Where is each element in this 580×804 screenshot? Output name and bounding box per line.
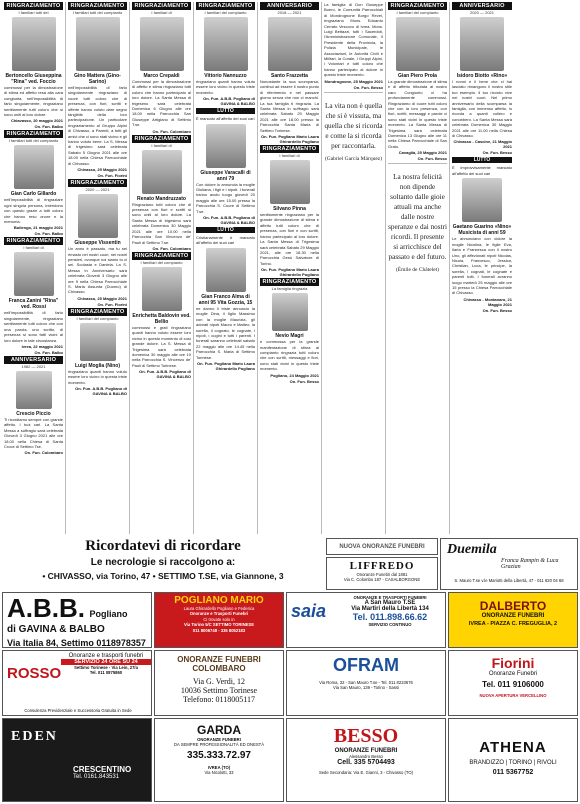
lutto-header: LUTTO: [196, 108, 255, 114]
ad-address: IVREA - PIAZZA C. FREGUGLIA, 2: [468, 621, 558, 627]
obit-name: Santo Frazzetta: [271, 73, 308, 79]
ad-brand: BESSO: [333, 725, 399, 747]
portrait-photo: [272, 293, 308, 331]
portrait-photo: [76, 17, 120, 71]
obit-text: La famiglia di Don Giuseppe Boero, le Comunità Parrocchiali di Mondrognone Borgo Revel, ringraziano Mons. Edoardo Cerrato Vescovo di Ivrea, Mons. Luigi Bettazzi, tutti i Sacerdoti, l'Amministrazione Comunale, il Presidente della Provincia, la Polizia Municipale, le Associazioni, le Autorità Civili e Militari, la Corale, i Gruppi Alpini, i Volontari e tutti coloro che hanno partecipato al dolore in questo triste momento.: [324, 2, 383, 78]
pogliano-ad: [154, 592, 284, 648]
obit-intro: I familiari tutti del compianto: [8, 138, 59, 144]
ad-brand: saia: [291, 601, 327, 621]
ad-phone: Cell. 335 5704493: [337, 759, 395, 767]
quote-block: [388, 172, 447, 275]
obit-years: 2020 — 2021: [85, 187, 110, 193]
obit-text: Le annunciano con dolore la moglie Nicolina, le figlie Eva, Ilaria e Francesca con il nostro Uno, gli affezionati nipoti Nicolas, Nicola, Francesco, Jessica, Christian, Luca, le principe, la sorella, i cognati, le cognate e parenti tutti. I funerali avranno luogo martedì 25 maggio alle ore 15 presso la Chiesa Parrocchiale di Chivasso.: [452, 236, 512, 296]
funeral-home: On. Fun. Balbo: [34, 231, 63, 237]
ad-line: di GAVINA & BALBO: [7, 624, 105, 635]
obit-text: commossi per la dimostrazione di stima ed affetto resa alla cara congiunta, nell'impossibilità di farlo singolarmente, ringraziano sentitamente tutti coloro che si sono uniti al loro dolore.: [4, 85, 63, 118]
ricordati-ad: [2, 536, 324, 588]
funeral-home: On. Fun. Besso: [353, 84, 383, 90]
ad-locations: • CHIVASSO, via Torino, 47 • SETTIMO T.SE, via Giannone, 3: [42, 571, 284, 581]
ad-line: ONORANZE FUNEBRI: [334, 748, 398, 754]
funeral-home: On. Fun. Colombaro: [152, 245, 191, 251]
obit-intro: I familiari di: [279, 153, 300, 159]
funeral-home: On. Fun. Pogliano Mario Laura Ghirardello Pogliano: [196, 360, 255, 371]
obit-text: nell'impossibilità di ringraziare ogni singola persona, intendono con questo grazie a tutti coloro che hanno reso onore e la memoria.: [4, 197, 63, 225]
obit-name: Crescio Piccio: [16, 410, 51, 417]
obit-intro: È improvvisamente mancato all'affetto dei suoi cari: [452, 165, 512, 176]
obit-column-3: [130, 2, 194, 534]
obit-text: Ringraziano tutti coloro che di presenza con fiori e scritti si sono uniti al loro dolore. La Santa Messa di trigesimo sarà celebrata Domenica 30 Maggio 2021 alle ore 10.00 nella Parrocchia San Vincenzo de' Paoli di Settimo T.se.: [132, 201, 191, 245]
obit-text: Ti ricordiamo sempre con grande affetto. I tuoi cari. La Santa Messa a suffragio sarà celebrata Giovedì 3 Giugno 2021 alle ore 18.00 nella Chiesa di Santa Croce di Settimo Tse.: [4, 416, 63, 449]
funeral-home: On. Fun. Colombaro: [24, 450, 63, 456]
obit-text: Commossi per la dimostrazione di affetto e stima ringraziano tutti coloro che hanno partecipato al loro dolore. La Santa Messa di trigesimo sarà celebrata Domenica 6 Giugno alle ore 18.00 nella Parrocchia San Giuseppe Artigiano di Settimo T.se.: [132, 79, 191, 128]
obit-header: RINGRAZIAMENTO: [4, 130, 63, 138]
obit-intro: Cristianamente è mancato all'affetto dei suoi cari: [196, 235, 255, 246]
portrait-photo: [142, 150, 182, 194]
obit-column-5: [258, 2, 322, 534]
quote-block: [324, 101, 383, 164]
obit-text: Un anno è passato, ma tu sei rimasto nei nostri cuori, nei nostri pensieri, ovunque noi siamo tu ci sei. Scolasta e Daniela. La S. Messa in Anniversario sarà celebrata Giovedì 3 Giugno alle ore 9 nella Chiesa Parrocchiale S. Maria Assunta (Duomo) di Chivasso.: [68, 246, 127, 295]
obit-intro: I familiari del compianto: [140, 259, 183, 265]
obit-intro: I familiari del compianto: [396, 10, 439, 15]
obit-place-date: Chivasso - Montanaro, 21 Maggio 2021: [463, 296, 512, 307]
ad-brand: NUOVA ONORANZE FUNEBRI: [339, 544, 425, 550]
rosso-ad: [2, 650, 152, 716]
funeral-home: On. Fun. Pogliano Mario Laura Ghirardello Pogliano: [260, 267, 319, 278]
obit-place-date: Cavaglià, 25 Maggio 2021: [398, 150, 447, 156]
obit-place-date: Chivasso, 25 Maggio 2021: [77, 295, 127, 301]
obit-name: Gino Mattera (Gino-Sarino): [74, 73, 121, 85]
obit-intro: La famiglia ringrazia: [271, 286, 308, 292]
obit-place-date: Chiavasso, 20 maggio 2021: [10, 118, 63, 124]
obit-years: 2020 — 2021: [469, 10, 495, 15]
ad-brand: ROSSO: [7, 665, 62, 682]
lutto-header: LUTTO: [196, 227, 255, 233]
portrait-photo: [204, 17, 248, 71]
portrait-photo: [80, 323, 116, 361]
obit-intro: I familiari di: [23, 245, 44, 251]
funeral-home: On. Fun. Besso: [417, 156, 447, 162]
obit-place-date: Pogliano, 24 Maggio 2021: [270, 372, 319, 378]
ad-address: Via G. Verdi, 12: [192, 677, 246, 686]
portrait-photo: [12, 17, 56, 71]
nuova-ad: [326, 538, 438, 555]
abb-ad: [2, 592, 152, 648]
portrait-photo: [462, 178, 502, 222]
funeral-home: On. Fun. Fiorini: [97, 173, 127, 179]
obit-years: 2018 — 2021: [277, 10, 302, 15]
ad-address: S. Mauro T.se v.le Mariotti della Libertà, 47 - 011 820 04 68: [454, 578, 564, 583]
ad-address: Via Roma, 32 - San Mauro T.se - Tel. 011 8223676: [319, 680, 413, 685]
ad-brand: LIFFREDO: [349, 560, 415, 572]
portrait-photo: [140, 17, 184, 71]
ad-line: A San Mauro T.SE: [364, 600, 416, 607]
quote-text: La vita non è quella che si è vissuta, ma quella che si ricorda e come la si ricorda per raccontarla.: [324, 101, 383, 150]
ad-brand: POGLIANO MARIO: [174, 595, 264, 606]
obit-header: RINGRAZIAMENTO: [196, 2, 255, 10]
obit-place-date: Mondrognone, 25 Maggio 2021: [324, 78, 383, 84]
portrait-photo: [206, 124, 246, 168]
obit-header: ANNIVERSARIO: [4, 356, 63, 364]
obit-name: Silvano Pinna: [273, 206, 306, 213]
ad-subtitle: Franca Rampin & Luca Grazian: [501, 558, 559, 570]
obit-column-4: [194, 2, 258, 534]
obit-text: nell'impossibilità di farlo singolarmente, ringraziano sentitamente tutti coloro che con una parola, uno scritto, di presenza si sono fatti vicini al loro dolore in tale circostanza.: [4, 310, 63, 343]
ad-address: Via Torino 5/C SETTIMO TORINESE: [183, 622, 255, 628]
portrait-photo: [14, 145, 54, 189]
obit-column-2: [66, 2, 130, 534]
funeral-home: On. Fun. A.B.B. Pogliano di GAVINA & BALBO: [75, 385, 127, 396]
ad-brand: OFRAM: [333, 655, 399, 675]
funeral-home: On. Fun. Besso: [482, 307, 512, 313]
lutto-header: LUTTO: [452, 157, 512, 163]
quote-text: La nostra felicità non dipende soltanto dalle gioie attuali ma anche dalle nostre speranze e dai nostri ricordi. Il presente si arricchisce del passato e del futuro.: [388, 173, 447, 262]
ad-line: Onoranze Funebri: [488, 671, 538, 677]
obit-name: Isidoro Biotto «Rino»: [456, 73, 508, 79]
obit-column-7: [386, 2, 450, 534]
portrait-photo: [206, 248, 246, 292]
portrait-photo: [270, 160, 310, 204]
ad-phone: Tel. 011.898.66.62: [352, 612, 428, 623]
obit-name: Luigi Moglia (Nino): [75, 362, 120, 369]
obit-text: commossi e grati ringraziano quanti hanno voluto essere loro vicino in questo momento di così grande dolore. La S. Messa di Trigesima sarà celebrata domenica 30 maggio alle ore 10 nella Parrocchia S. Vincenzo de' Paoli di Settimo Torinese.: [132, 324, 191, 368]
funeral-home: On. Fun. Besso: [482, 150, 512, 156]
obit-text: nell'impossibilità di farlo singolarmente ringraziano di cuore tutti coloro che di presenza, con fiori, scritti e offerte hanno voluto dare segno tangibile della loro partecipazione. Un particolare ringraziamento al Gruppo Alpini di Chivasso, a Parenti, a tutti gli amici che ci sono stati vicino e gli hanno voluto bene. La S. Messa di trigesimo sarà celebrata Sabato 5 Giugno 2021 alle ore 18.00 nella Chiesa Parrocchiale di Chivasso.: [68, 85, 127, 166]
obit-header: RINGRAZIAMENTO: [68, 179, 127, 187]
obit-header: RINGRAZIAMENTO: [388, 2, 447, 10]
duemila-ad: [440, 538, 578, 590]
ad-brand: ONORANZE FUNEBRI COLOMBARO: [177, 655, 261, 673]
eden-ad: [2, 718, 152, 802]
obit-intro: I familiari di: [151, 10, 172, 15]
funeral-home: On. Fun. A.B.B. Pogliano di GAVINA & BALBO: [203, 215, 255, 226]
ad-brand: ATHENA: [479, 739, 547, 756]
divider: [388, 163, 447, 164]
ad-line: ONORANZE FUNEBRI: [481, 613, 545, 619]
obit-name: Vittorio Nannuzzo: [204, 73, 247, 79]
ad-brand: EDEN: [11, 729, 58, 744]
ad-phone: Telefono: 0118005117: [183, 695, 255, 704]
ad-subtitle: Le necrologie si raccolgono a:: [90, 557, 236, 568]
obit-name: Gian Carlo Gillardo: [10, 191, 57, 198]
ad-address: Via San Mauro, 139 - Torino - Sassi: [333, 685, 399, 691]
ad-phone: 011 5367752: [492, 769, 534, 776]
ad-address: 10036 Settimo Torinese: [180, 686, 258, 695]
portrait-photo: [142, 267, 182, 311]
obit-years: 1982 — 2021: [21, 363, 46, 369]
ad-line: ONORANZE FUNEBRI: [197, 737, 241, 742]
fiorini-ad: [448, 650, 578, 716]
funeral-home: On. Fun. Balbo: [34, 349, 63, 355]
quote-author: (Émile de Châtelet): [395, 267, 440, 274]
obit-name: Enrichetta Baldovin ved. Bellio: [132, 312, 191, 325]
ad-line: Onoranze Funebri dal 1881: [356, 572, 408, 577]
funeral-home: On. Fun. Besso: [289, 378, 319, 384]
obit-column-1: [2, 2, 66, 534]
obit-name: Franca Zanini "Rina" ved. Rossi: [8, 298, 59, 311]
portrait-photo: [14, 252, 54, 296]
funeral-home: On. Fun. A.B.B. Pogliano di GAVINA & BALBO: [203, 96, 255, 107]
obit-text: Nonostante la sua scomparsa, continui ad essere il nostro punto di riferimento e nel passare giorno senza che non ci manchi. La tua famiglia ti ringrazia. La Santa Messa in suffragio sarà celebrata Sabato 29 Maggio 2021 alle ore 18.00 presso la Parrocchia Santa Maria di Settimo Torinese.: [260, 79, 319, 133]
ad-line: Laura Ghirardello Pogliano e Federica: [183, 606, 255, 611]
obit-intro: I familiari del compianto: [204, 10, 247, 15]
obit-column-8: [450, 2, 514, 534]
saia-ad: [286, 592, 446, 648]
ad-line: ONORANZE E TRASPORTI FUNEBRI: [353, 595, 427, 600]
obit-text: ne danno il triste annuncio la moglie Dina, il figlio Massimo con la moglie Maurizia, gli adorati nipoti Mauro e Matteo, la sorella, il cognato, le cognate, i nipoti, i cugini e tutti i parenti. I funerali saranno celebrati sabato 22 maggio alle ore 14.45 nella Parrocchia S. Maria di Settimo Torinese.: [196, 305, 255, 360]
obit-name: Marco Crepaldi: [143, 73, 180, 79]
obit-name: Gaetano Guarino «Nino» Musicista di anni 59: [452, 224, 512, 237]
ad-address: Via Nicolotti, 33: [204, 770, 234, 776]
ad-address: Settimo Torinese - Via Lein, 27/a: [74, 665, 138, 670]
ad-address: Sede Secondaria: Via E. Gianni, 3 - Chivasso (TO): [318, 770, 414, 776]
ad-phone: Tel. 0161.843531: [73, 774, 120, 780]
portrait-photo: [396, 17, 440, 71]
ad-title: Ricordatevi di ricordare: [85, 538, 241, 554]
obit-name: Gian Franco Alma di anni 95 Vita Gozzia, 15: [198, 293, 253, 306]
obit-place-date: Bollengo, 21 maggio 2021: [13, 225, 63, 231]
ad-line: Ci trovate solo in: [203, 616, 235, 622]
obit-name: Bertoncello Giuseppina "Rina" ved. Foccio: [5, 73, 62, 85]
obit-place-date: Ivrea, 22 maggio 2021: [21, 343, 63, 349]
funeral-home: On. Fun. A.B.B. Pogliano di GAVINA & BALBO: [139, 369, 191, 380]
liffredo-ad: [326, 557, 438, 590]
obit-text: I nonni e il bene che ci hai lasciato rimangono il nostro stile tuo esempio. Il tuo ricordo vive nei nostri cuori. Nel primo anniversario della scomparsa la famiglia, con immenso affetto, lo ricorda a quanti vollero e conobbero. La Santa Messa sarà celebrata Domenica 30 Maggio 2021 alle ore 11.00 nella Chiesa di Chivasso.: [452, 79, 512, 139]
ad-line: Consulenza Previdenziale e Successoria Gratuita in Sede: [24, 707, 132, 713]
obit-header: RINGRAZIAMENTO: [132, 252, 191, 260]
obit-header: RINGRAZIAMENTO: [68, 2, 127, 10]
obit-text: sentitamente ringraziano per la grande dimostrazione di stima e affetto tutti coloro che di presenza, con fiori e con scritti, hanno partecipato al loro dolore. La Santa Messa di Trigesima sarà celebrata Sabato 29 Maggio 2021, alle ore 18.30 nella Parrocchia Gesù Salvatore di Torino.: [260, 212, 319, 266]
besso-ad: [286, 718, 446, 802]
funeral-home: On. Fun. Fiorini: [97, 301, 127, 307]
ad-brand: A.B.B.: [7, 593, 85, 623]
obit-text: Con dolore lo annuncia la moglie Giuliana, i figli e i nipoti. I funerali hanno avuto luogo giovedì 20 maggio alle ore 15.00 presso la Parrocchia S. Cuore di Settimo T.se.: [196, 181, 255, 214]
obit-text: e commossa per la grande manifestazione di stima al compianto ringrazia tutti coloro che con scritti, messaggi e fiori, sono stati vicini in questo triste momento.: [260, 339, 319, 372]
obituaries-section: [2, 2, 578, 534]
ad-phone: Tel. 011 0875860: [89, 670, 123, 676]
ad-location: CRESCENTINO: [73, 765, 132, 774]
ad-line: SERVIZIO 24 ORE SU 24: [61, 659, 151, 665]
obit-column-6: [322, 2, 386, 534]
obit-name: Giuseppe Varacalli di anni 79: [200, 169, 251, 182]
garda-ad: [154, 718, 284, 802]
ad-line: DA SEMPRE PROFESSIONALITÀ ED ONESTÀ: [173, 742, 265, 748]
dalberto-ad: [448, 592, 578, 648]
obit-place-date: Chivasso, 25 Maggio 2021: [77, 167, 127, 173]
colombaro-ad: [154, 650, 284, 716]
portrait-photo: [460, 17, 504, 71]
ad-brand: Duemila: [447, 542, 497, 557]
ad-phone: Tel. 011 9106000: [482, 680, 544, 689]
obit-header: ANNIVERSARIO: [260, 2, 319, 10]
ad-line: Pogliano: [89, 609, 128, 619]
ad-brand: GARDA: [197, 723, 241, 737]
obit-intro: I familiari del compianto: [76, 315, 119, 321]
obit-header: RINGRAZIAMENTO: [132, 135, 191, 143]
obit-header: RINGRAZIAMENTO: [68, 308, 127, 316]
ad-line: Onoranze e trasporti funebri: [68, 653, 144, 659]
obit-name: Renato Mandruzzato: [137, 195, 186, 202]
obit-header: RINGRAZIAMENTO: [4, 237, 63, 245]
quote-author: (Gabriel García Márquez): [324, 155, 383, 162]
funeral-home: On. Fun. Pogliano Mario Laura Ghirardello Pogliano: [260, 134, 319, 145]
funeral-home: On. Fun. Colombaro: [152, 128, 191, 134]
ad-line: NUOVA APERTURA VERCELLINO: [479, 693, 547, 698]
ad-address: Via Italia 84, Settimo 0118978357: [7, 638, 146, 648]
obit-header: RINGRAZIAMENTO: [4, 2, 63, 10]
obit-intro: I familiari tutti del compianto: [72, 10, 123, 15]
obit-intro: I familiari tutti del: [18, 10, 49, 15]
funeral-home: On. Fun. Balbo: [34, 124, 63, 130]
ad-phone: 335.333.72.97: [187, 749, 251, 761]
obit-name: Giuseppe Vissentin: [74, 240, 121, 247]
obit-header: RINGRAZIAMENTO: [260, 278, 319, 286]
obit-name: Nevio Magri: [275, 333, 304, 340]
obit-place-date: Chivasso - Cascine, 21 Maggio 2021: [453, 139, 512, 150]
portrait-photo: [16, 371, 52, 409]
ad-line: Onoranze e Trasporti Funebri: [189, 611, 249, 617]
obit-text: ringraziano quanti hanno voluto essere loro vicino in questa triste momento.: [68, 368, 127, 385]
obit-name: Gian Piero Prola: [398, 73, 437, 79]
ad-brand: Fiorini: [491, 655, 535, 671]
portrait-photo: [268, 17, 312, 71]
obit-header: RINGRAZIAMENTO: [260, 145, 319, 153]
ad-address: Via Martiri della Libertà 134: [351, 606, 429, 613]
obit-header: RINGRAZIAMENTO: [132, 2, 191, 10]
obit-intro: I familiari di: [151, 142, 172, 148]
obit-text: ringraziano quanti hanno voluto essere loro vicino in questo triste momento.: [196, 79, 255, 95]
portrait-photo: [78, 194, 118, 238]
ad-line: SERVIZIO CONTINUO: [368, 622, 412, 628]
ad-location: IVREA (TO): [207, 764, 231, 770]
ad-line: Alessandro Besso: [349, 754, 383, 759]
obit-header: ANNIVERSARIO: [452, 2, 512, 10]
obit-intro: È mancato all'affetto dei suoi cari: [196, 116, 255, 122]
ad-address: Via C. Colombo 187 - CASALBORGONE: [343, 577, 421, 583]
ad-line: BRANDIZZO | TORINO | RIVOLI: [469, 760, 557, 766]
ad-phone: 011 8006748 - 335 8052183: [192, 627, 246, 633]
divider: [324, 92, 383, 93]
advertisements-section: [0, 536, 580, 804]
ofram-ad: [286, 650, 446, 716]
obit-text: La grande dimostrazione di stima e di affetto tributata al nostro caro Congiunto ci ha profondamente commossi. Ringraziamo di cuore tutti coloro che con la loro presenza, con fiori, scritti, messaggi e parole ci sono stati vicini in questo triste momento. La Santa Messa di Trigesima sarà celebrata Domenica 13 Giugno alle ore 11 nella Chiesa Parrocchiale di San Grato.: [388, 79, 447, 149]
athena-ad: [448, 718, 578, 802]
ad-brand: DALBERTO: [479, 599, 547, 613]
